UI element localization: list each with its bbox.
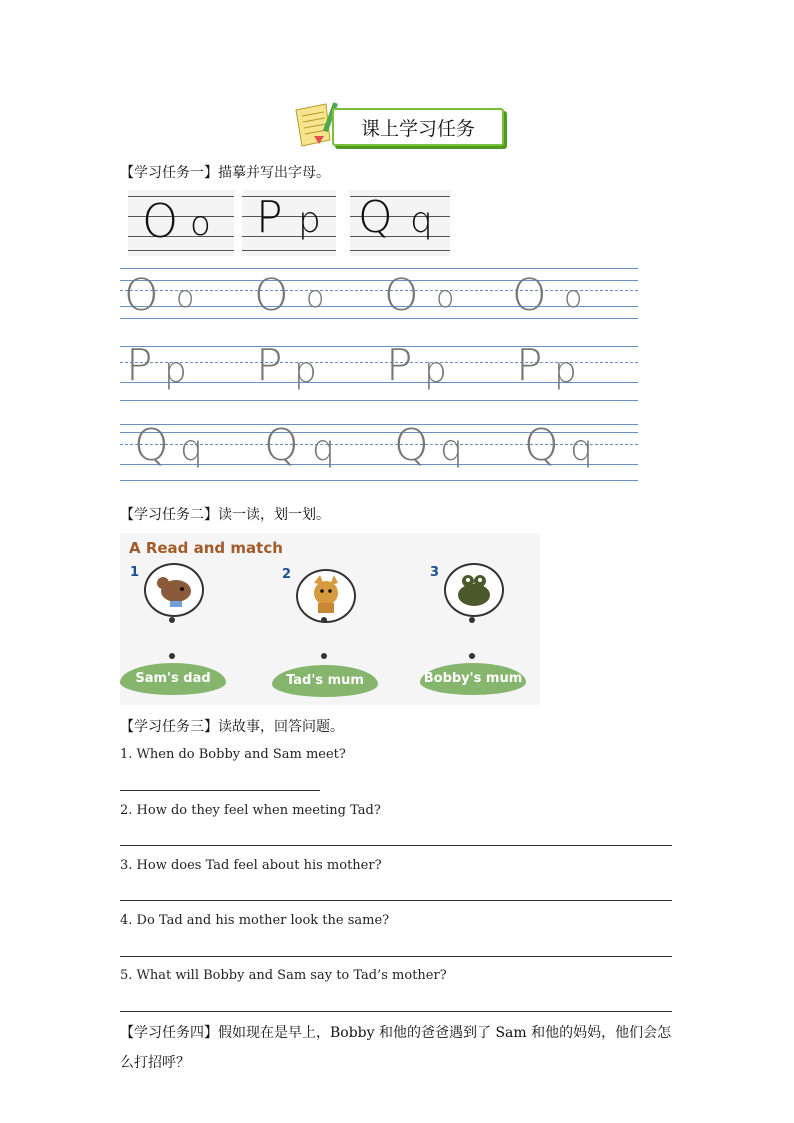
match-dot-bottom[interactable] [321,653,327,659]
mouse-icon [144,563,204,617]
demo-upper: P [256,192,283,243]
practice-row-o: O o O o O o O o [120,268,638,328]
task1-heading: 【学习任务一】描摹并写出字母。 [120,165,330,181]
match-dot-top[interactable] [321,617,327,623]
answer-line-3[interactable] [120,900,672,901]
practice-row-p: P p P p P p P p [120,346,638,406]
question-3: 3. How does Tad feel about his mother? [120,858,382,873]
label-tads-mum[interactable]: Tad's mum [272,665,378,697]
label-sams-dad[interactable]: Sam's dad [120,663,226,695]
question-1: 1. When do Bobby and Sam meet? [120,747,346,762]
match-dot-bottom[interactable] [169,653,175,659]
item-number: 3 [430,565,440,580]
match-dot-top[interactable] [469,617,475,623]
section-banner [290,100,512,148]
practice-row-q: Q q Q q Q q Q q [120,424,638,486]
demo-lower: p [298,200,321,241]
demo-upper: Q [358,192,393,243]
demo-lower: o [190,204,211,244]
match-dot-bottom[interactable] [469,653,475,659]
demo-card-o [128,190,234,256]
page-title: 课上学习任务 [360,118,475,140]
task3-heading: 【学习任务三】读故事，回答问题。 [120,719,344,735]
task4-heading: 【学习任务四】假如现在是早上，Bobby 和他的爸爸遇到了 Sam 和他的妈妈，他们会怎么打招呼？ [120,1025,672,1071]
answer-line-5[interactable] [120,1011,672,1012]
item-number: 1 [130,565,140,580]
demo-upper: O [142,194,179,248]
read-and-match-panel [120,533,540,705]
answer-line-2[interactable] [120,845,672,846]
frog-icon [444,563,504,617]
demo-lower: q [410,200,433,241]
question-4: 4. Do Tad and his mother look the same? [120,913,390,928]
banner-box [332,108,504,146]
cat-icon [296,569,356,623]
answer-line-1[interactable] [120,790,320,791]
match-dot-top[interactable] [169,617,175,623]
answer-line-4[interactable] [120,956,672,957]
question-5: 5. What will Bobby and Sam say to Tad’s mother? [120,968,447,983]
demo-card-p [242,190,336,256]
question-2: 2. How do they feel when meeting Tad? [120,803,381,818]
item-number: 2 [282,567,292,582]
demo-card-q [350,190,450,256]
label-bobbys-mum[interactable]: Bobby's mum [420,663,526,695]
panel-title: A Read and match [129,539,283,557]
task2-heading: 【学习任务二】读一读，划一划。 [120,507,330,523]
